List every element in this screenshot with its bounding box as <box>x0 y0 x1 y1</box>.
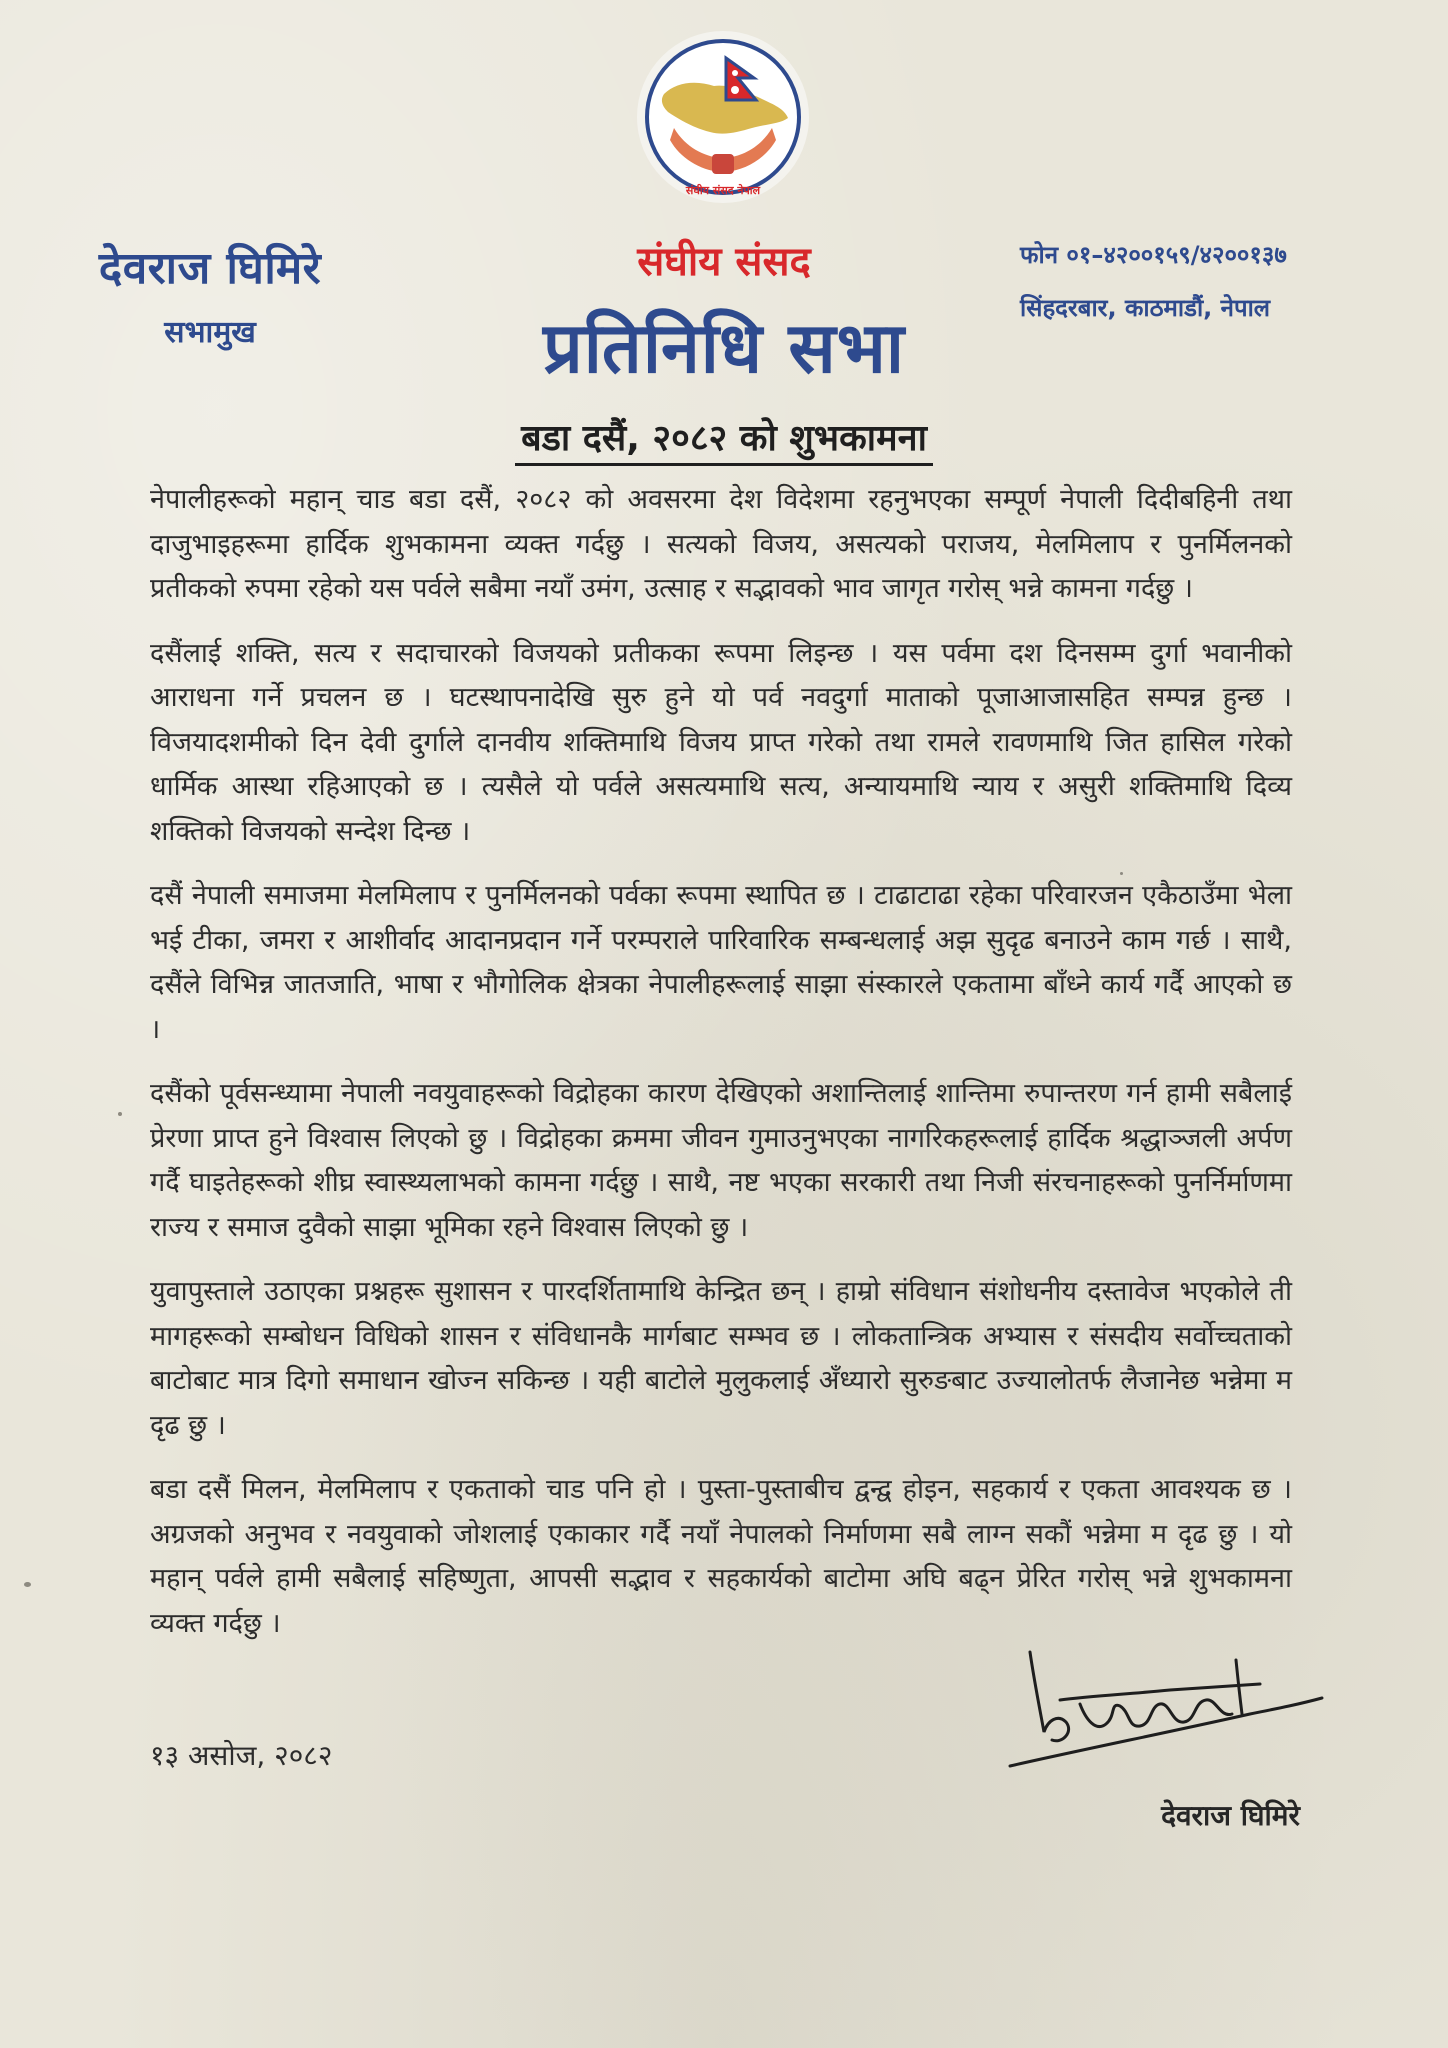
paragraph: बडा दसैं मिलन, मेलमिलाप र एकताको चाड पनि हो । पुस्ता-पुस्ताबीच द्वन्द्व होइन, सहकार्य र एकता आवश्यक छ । अग्रजको अनुभव र नवयुवाको जोशलाई एकाकार गर्दै नयाँ नेपालको निर्माणमा सबै लाग्न सकौं भन्नेमा म दृढ छु । यो महान् पर्वले हामी सबैलाई सहिष्णुता, आपसी सद्भाव र सहकार्यको बाटोमा अघि बढ्न प्रेरित गरोस् भन्ने शुभकामना व्यक्त गर्दछु । <box>150 1474 1292 1639</box>
letter-date: १३ असोज, २०८२ <box>150 1739 333 1772</box>
paragraph: दसैंलाई शक्ति, सत्य र सदाचारको विजयको प्रतीकका रूपमा लिइन्छ । यस पर्वमा दश दिनसम्म दुर्गा भवानीको आराधना गर्ने प्रचलन छ । घटस्थापनादेखि सुरु हुने यो पर्व नवदुर्गा माताको पूजाआजासहित सम्पन्न हुन्छ । विजयादशमीको दिन देवी दुर्गाले दानवीय शक्तिमाथि विजय प्राप्त गरेको तथा रामले रावणमाथि जित हासिल गरेको धार्मिक आस्था रहिआएको छ । त्यसैले यो पर्वले असत्यमाथि सत्य, अन्यायमाथि न्याय र असुरी शक्तिमाथि दिव्य शक्तिको विजयको सन्देश दिन्छ । <box>150 637 1292 847</box>
office-address: सिंहदरबार, काठमाडौं, नेपाल <box>1020 294 1271 322</box>
institution-block <box>464 232 984 393</box>
speaker-block <box>60 236 360 351</box>
paragraph: युवापुस्ताले उठाएका प्रश्नहरू सुशासन र पारदर्शितामाथि केन्द्रित छन् । हाम्रो संविधान संशोधनीय दस्तावेज भएकोले ती मागहरूको सम्बोधन विधिको शासन र संविधानकै मार्गबाट सम्भव छ । लोकतान्त्रिक अभ्यास र संसदीय सर्वोच्चताको बाटोबाट मात्र दिगो समाधान खोज्न सकिन्छ । यही बाटोले मुलुकलाई अँध्यारो सुरुङबाट उज्यालोतर्फ लैजानेछ भन्नेमा म दृढ छु । <box>150 1276 1292 1441</box>
signatory-name: देवराज घिमिरे <box>1161 1799 1300 1832</box>
paragraph: दसैं नेपाली समाजमा मेलमिलाप र पुनर्मिलनको पर्वका रूपमा स्थापित छ । टाढाटाढा रहेका परिवारजन एकैठाउँमा भेला भई टीका, जमरा र आशीर्वाद आदानप्रदान गर्ने परम्पराले पारिवारिक सम्बन्धलाई अझ सुदृढ बनाउने काम गर्छ । साथै, दसैंले विभिन्न जातजाति, भाषा र भौगोलिक क्षेत्रका नेपालीहरूलाई साझा संस्कारले एकतामा बाँध्ने कार्य गर्दै आएको छ । <box>150 880 1292 1045</box>
emblem-label: संघीय संसद नेपाल <box>685 184 761 197</box>
paper-speck <box>118 1112 122 1116</box>
letter-body <box>150 478 1292 1666</box>
speaker-role: सभामुख <box>164 315 256 350</box>
paper-speck <box>1120 872 1123 875</box>
paragraph: नेपालीहरूको महान् चाड बडा दसैं, २०८२ को अवसरमा देश विदेशमा रहनुभएका सम्पूर्ण नेपाली दिदीबहिनी तथा दाजुभाइहरूमा हार्दिक शुभकामना व्यक्त गर्दछु । सत्यको विजय, असत्यको पराजय, मेलमिलाप र पुनर्मिलनको प्रतीकको रुपमा रहेको यस पर्वले सबैमा नयाँ उमंग, उत्साह र सद्भावको भाव जागृत गरोस् भन्ने कामना गर्दछु । <box>150 484 1292 604</box>
contact-block <box>1020 238 1420 324</box>
handwritten-signature <box>1000 1640 1330 1790</box>
phone-number: फोन ०१–४२००१५९/४२००१३७ <box>1020 241 1287 269</box>
letter-title <box>0 412 1448 461</box>
speaker-name: देवराज घिमिरे <box>98 243 322 294</box>
letter-title-text: बडा दसैं, २०८२ को शुभकामना <box>515 418 933 466</box>
parliament-emblem-logo <box>634 28 812 206</box>
house-title: प्रतिनिधि सभा <box>542 307 906 389</box>
paragraph: दसैंको पूर्वसन्ध्यामा नेपाली नवयुवाहरूको विद्रोहका कारण देखिएको अशान्तिलाई शान्तिमा रुपान्तरण गर्न हामी सबैलाई प्रेरणा प्राप्त हुने विश्वास लिएको छु । विद्रोहका क्रममा जीवन गुमाउनुभएका नागरिकहरूलाई हार्दिक श्रद्धाञ्जली अर्पण गर्दै घाइतेहरूको शीघ्र स्वास्थ्यलाभको कामना गर्दछु । साथै, नष्ट भएका सरकारी तथा निजी संरचनाहरूको पुनर्निर्माणमा राज्य र समाज दुवैको साझा भूमिका रहने विश्वास लिएको छु । <box>150 1078 1292 1243</box>
federal-parliament-label: संघीय संसद <box>637 239 811 285</box>
paper-speck <box>24 1582 31 1587</box>
